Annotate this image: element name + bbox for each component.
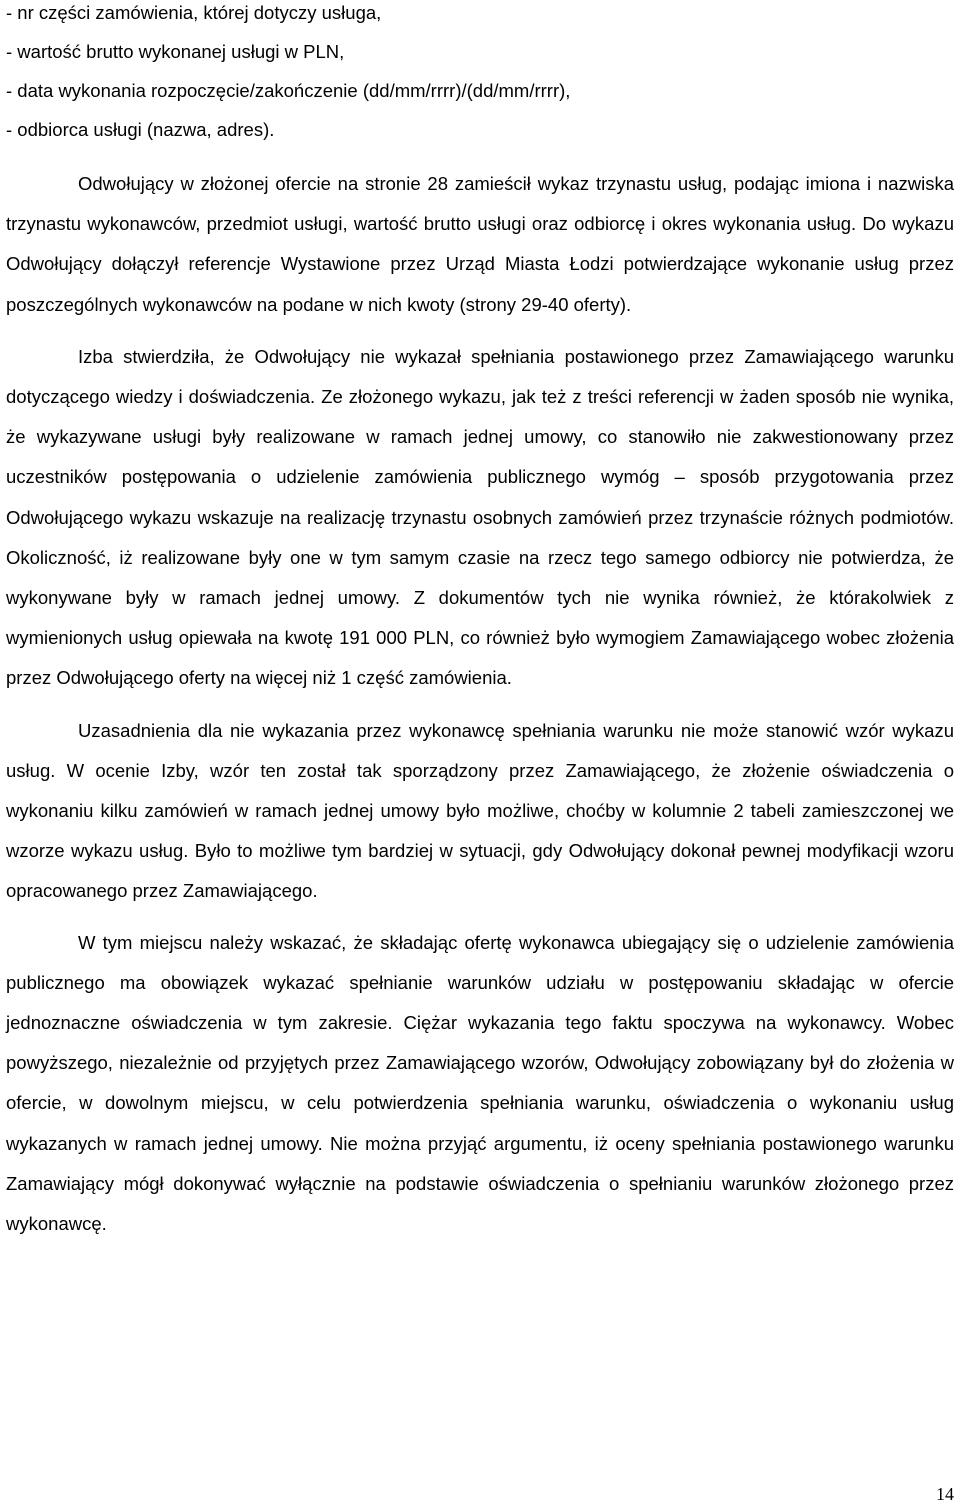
- requirements-list: [6, 0, 954, 156]
- paragraph-services-list: Odwołujący w złożonej ofercie na stronie 28 zamieścił wykaz trzynastu usług, podając imiona i nazwiska trzynastu wykonawców, przedmiot usługi, wartość brutto usługi oraz odbiorcę i okres wykonania usług. Do wykazu Odwołujący dołączył referencje Wystawione przez Urząd Miasta Łodzi potwierdzające wykonanie usług przez poszczególnych wykonawców na podane w nich kwoty (strony 29-40 oferty).: [6, 173, 954, 315]
- paragraph-contractor-obligation: W tym miejscu należy wskazać, że składając ofertę wykonawca ubiegający się o udzielenie zamówienia publicznego ma obowiązek wykazać spełnianie warunków udziału w postępowaniu składając w ofercie jednoznaczne oświadczenia w tym zakresie. Ciężar wykazania tego faktu spoczywa na wykonawcy. Wobec powyższego, niezależnie od przyjętych przez Zamawiającego wzorów, Odwołujący zobowiązany był do złożenia w ofercie, w dowolnym miejscu, w celu potwierdzenia spełniania warunku, oświadczenia o wykonaniu usług wykazanych w ramach jednej umowy. Nie można przyjąć argumentu, iż oceny spełniania postawionego warunku Zamawiający mógł dokonywać wyłącznie na podstawie oświadczenia o spełnianiu warunków złożonego przez wykonawcę.: [6, 931, 954, 1235]
- page-number: 14: [936, 1484, 954, 1504]
- document-page: [6, 0, 954, 1244]
- paragraph-chamber-finding: Izba stwierdziła, że Odwołujący nie wykazał spełniania postawionego przez Zamawiającego warunku dotyczącego wiedzy i doświadczenia. Ze złożonego wykazu, jak też z treści referencji w żaden sposób nie wynika, że wykazywane usługi były realizowane w ramach jednej umowy, co stanowiło nie zakwestionowany przez uczestników postępowania o udzielenie zamówienia publicznego wymóg – sposób przygotowania przez Odwołującego wykazu wskazuje na realizację trzynastu osobnych zamówień przez trzynaście różnych podmiotów. Okoliczność, iż realizowane były one w tym samym czasie na rzecz tego samego odbiorcy nie potwierdza, że wykonywane były w ramach jednej umowy. Z dokumentów tych nie wynika również, że którakolwiek z wymienionych usług opiewała na kwotę 191 000 PLN, co również było wymogiem Zamawiającego wobec złożenia przez Odwołującego oferty na więcej niż 1 część zamówienia.: [6, 345, 954, 689]
- list-item: - data wykonania rozpoczęcie/zakończenie (dd/mm/rrrr)/(dd/mm/rrrr),: [6, 80, 571, 101]
- list-item: - odbiorca usługi (nazwa, adres).: [6, 119, 275, 140]
- paragraph-template-justification: Uzasadnienia dla nie wykazania przez wykonawcę spełniania warunku nie może stanowić wzór wykazu usług. W ocenie Izby, wzór ten został tak sporządzony przez Zamawiającego, że złożenie oświadczenia o wykonaniu kilku zamówień w ramach jednej umowy było możliwe, choćby w kolumnie 2 tabeli zamieszczonej we wzorze wykazu usług. Było to możliwe tym bardziej w sytuacji, gdy Odwołujący dokonał pewnej modyfikacji wzoru opracowanego przez Zamawiającego.: [6, 719, 954, 902]
- list-item: - wartość brutto wykonanej usługi w PLN,: [6, 41, 345, 62]
- list-item: - nr części zamówienia, której dotyczy usługa,: [6, 2, 382, 23]
